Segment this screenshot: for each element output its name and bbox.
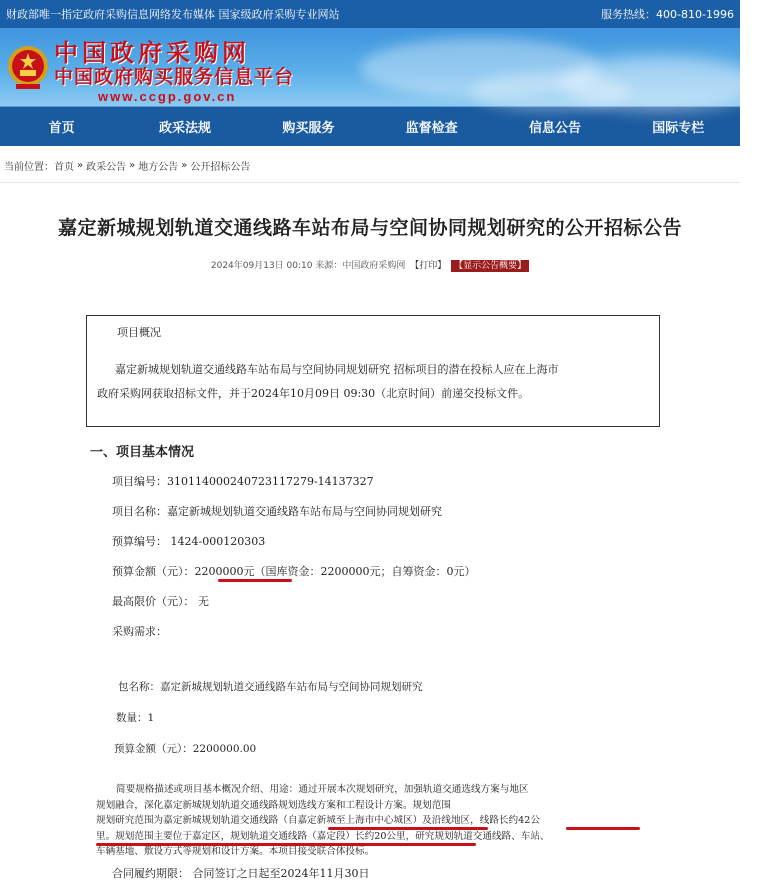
project-summary-box: [86, 315, 660, 427]
description-line: 规划融合，深化嘉定新城规划轨道交通线路规划选线方案和工程设计方案。规划范围: [96, 799, 451, 811]
breadcrumb-separator: »: [129, 159, 136, 171]
summary-line: 政府采购网获取招标文件，并于2024年10月09日 09:30（北京时间）前递交投标文件。: [97, 387, 530, 400]
breadcrumb-tender[interactable]: 公开招标公告: [190, 161, 251, 173]
breadcrumb-home[interactable]: 首页: [54, 161, 74, 173]
section-heading: 一、项目基本情况: [90, 445, 195, 460]
package-budget: 预算金额（元）：2200000.00: [114, 743, 257, 755]
main-nav: [0, 106, 740, 146]
budget-amount-value: 2200000元: [194, 565, 255, 578]
article-meta: [0, 258, 740, 271]
highlight-underline: [96, 843, 476, 846]
breadcrumb-procurement[interactable]: 政采公告: [86, 161, 127, 173]
logo-title: 中国政府采购网: [54, 39, 250, 67]
summary-body: [97, 358, 649, 406]
logo-subtitle: 中国政府购买服务信息平台: [54, 66, 295, 88]
show-summary-button[interactable]: 【显示公告概要】: [451, 260, 529, 272]
summary-title: 项目概况: [117, 326, 161, 339]
contract-period: 合同履约期限： 合同签订之日起至2024年11月30日: [112, 867, 370, 880]
max-price: 最高限价（元）： 无: [112, 595, 209, 608]
project-number: 项目编号：310114000240723117279-14137327: [112, 475, 374, 488]
breadcrumb-prefix: 当前位置：: [4, 161, 54, 173]
site-logo[interactable]: [54, 40, 294, 106]
hotline: 服务热线：400-810-1996: [601, 8, 734, 21]
national-emblem-icon: [6, 44, 50, 92]
budget-amount-breakdown: （国库资金：2200000元；自筹资金：0元）: [254, 565, 476, 578]
package-quantity: 数量：1: [116, 712, 155, 724]
description-line: 规划研究范围为嘉定新城规划轨道交通线路（自嘉定新城至上海市中心城区）及沿线地区，线路长约42公: [96, 815, 540, 826]
breadcrumb-separator: »: [181, 159, 188, 171]
highlight-underline: [218, 579, 292, 582]
nav-international[interactable]: 国际专栏: [652, 121, 705, 136]
project-description: [96, 782, 656, 860]
nav-home[interactable]: 首页: [48, 121, 75, 136]
nav-announcements[interactable]: 信息公告: [528, 121, 581, 136]
description-line: 里。规划范围主要位于嘉定区，规划轨道交通线路（嘉定段）长约20公里，研究规划轨道交通线路、车站、: [96, 830, 550, 842]
nav-purchase-services[interactable]: 购买服务: [282, 121, 335, 136]
breadcrumb: [0, 150, 740, 180]
description-line: 简要规格描述或项目基本概况介绍、用途：通过开展本次规划研究，加强轨道交通选线方案与地区: [116, 784, 529, 795]
logo-url: www.ccgp.gov.cn: [98, 89, 237, 104]
print-link[interactable]: 【打印】: [410, 261, 447, 271]
description-line: 车辆基地、敷设方式等规划和设计方案。本项目接受联合体投标。: [96, 846, 375, 857]
article-content: [0, 182, 740, 880]
summary-line: 嘉定新城规划轨道交通线路车站布局与空间协同规划研究 招标项目的潜在投标人应在上海市: [115, 363, 559, 376]
breadcrumb-separator: »: [77, 159, 84, 171]
nav-regulations[interactable]: 政采法规: [158, 121, 211, 136]
highlight-underline: [328, 827, 488, 830]
budget-amount: [112, 563, 476, 579]
purchase-requirements: 采购需求：: [112, 625, 167, 638]
highlight-underline: [566, 827, 640, 830]
article-title: 嘉定新城规划轨道交通线路车站布局与空间协同规划研究的公开招标公告: [57, 217, 682, 239]
header-banner: [0, 28, 740, 106]
top-bar: [0, 0, 740, 28]
budget-amount-label: 预算金额（元）：: [112, 565, 195, 578]
publish-date-source: 2024年09月13日 00:10 来源：中国政府采购网: [210, 261, 406, 271]
nav-supervision[interactable]: 监督检查: [405, 121, 458, 136]
project-name: 项目名称：嘉定新城规划轨道交通线路车站布局与空间协同规划研究: [112, 505, 442, 518]
breadcrumb-local[interactable]: 地方公告: [138, 161, 179, 173]
budget-number: 预算编号： 1424-000120303: [112, 535, 266, 548]
top-bar-slogan: 财政部唯一指定政府采购信息网络发布媒体 国家级政府采购专业网站: [6, 8, 340, 21]
package-name: 包名称：嘉定新城规划轨道交通线路车站布局与空间协同规划研究: [118, 681, 423, 693]
